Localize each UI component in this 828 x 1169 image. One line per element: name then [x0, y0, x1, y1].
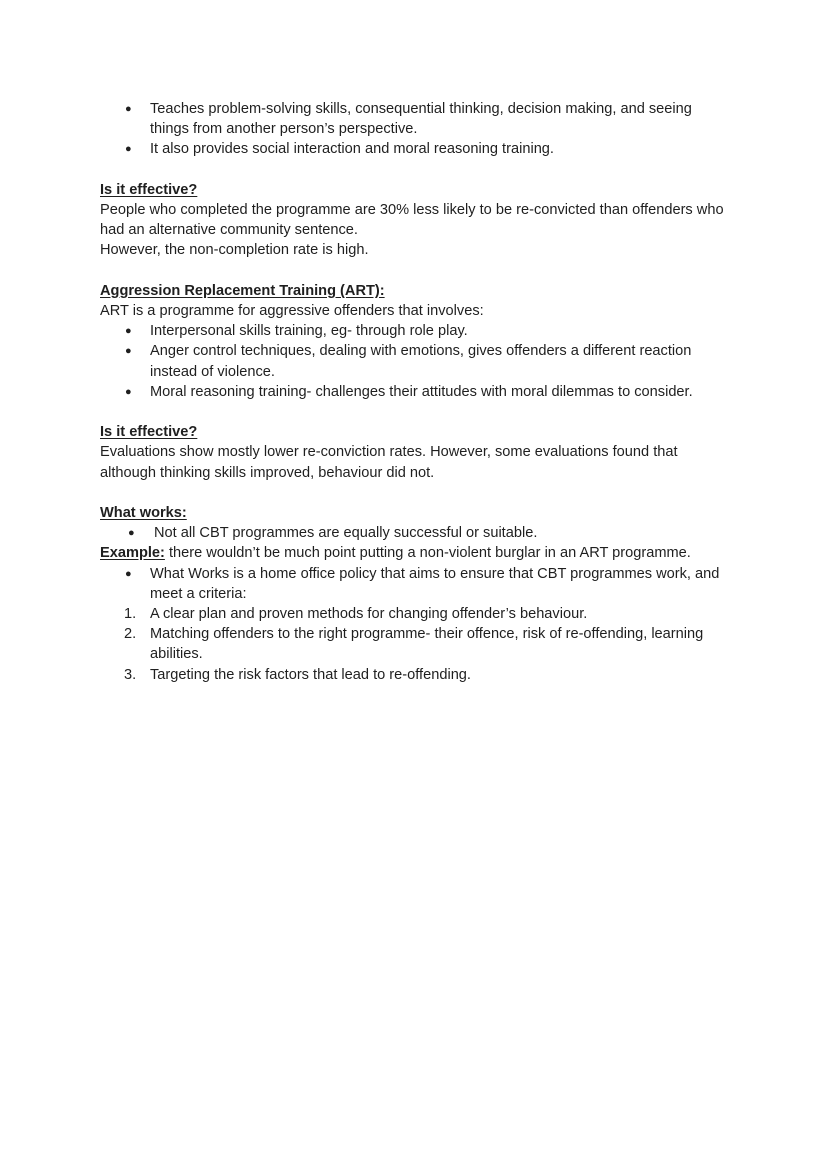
paragraph: However, the non-completion rate is high.: [100, 242, 369, 259]
numbered-item: [100, 624, 730, 664]
numbered-item: [100, 604, 730, 624]
intro-bullet-list: [100, 99, 730, 160]
art-bullet-list: [100, 321, 730, 402]
list-item: ● Moral reasoning training- challenges their attitudes with moral dilemmas to consider.: [100, 382, 730, 402]
list-item: ● Not all CBT programmes are equally successful or suitable.: [100, 523, 730, 543]
section-heading-what-works: What works:: [100, 505, 187, 521]
what-works-bullet-list-1: [100, 523, 730, 543]
section-heading-effective-1: Is it effective?: [100, 181, 198, 198]
section-heading-effective-2: Is it effective?: [100, 424, 198, 441]
section-heading-art: Aggression Replacement Training (ART):: [100, 282, 385, 299]
paragraph: People who completed the programme are 30% less likely to be re-convicted than offenders who had an alternative community sentence.: [100, 202, 724, 239]
item-number: 1.: [124, 606, 137, 623]
spacer: [100, 402, 730, 422]
spacer: [100, 483, 730, 503]
item-text: Matching offenders to the right programme- their offence, risk of re-offending, learning abilities.: [150, 626, 704, 663]
what-works-bullet-list-2: [100, 564, 730, 604]
paragraph: Evaluations show mostly lower re-conviction rates. However, some evaluations found that although thinking skills improved, behaviour did not.: [100, 444, 678, 481]
document-content: [100, 99, 730, 685]
spacer: [100, 160, 730, 180]
spacer: [100, 261, 730, 281]
example-paragraph: [100, 543, 730, 563]
list-item: ● Anger control techniques, dealing with emotions, gives offenders a different reaction instead of violence.: [100, 341, 730, 381]
item-number: 3.: [124, 666, 137, 683]
paragraph: ART is a programme for aggressive offenders that involves:: [100, 303, 484, 319]
criteria-numbered-list: [100, 604, 730, 685]
list-item: ● Interpersonal skills training, eg- through role play.: [100, 321, 730, 341]
list-item: ● What Works is a home office policy that aims to ensure that CBT programmes work, and meet a criteria:: [100, 564, 730, 604]
item-text: Targeting the risk factors that lead to re-offending.: [150, 666, 471, 683]
example-label: Example:: [100, 545, 165, 562]
item-text: A clear plan and proven methods for changing offender’s behaviour.: [150, 606, 588, 623]
list-item: ● Teaches problem-solving skills, consequential thinking, decision making, and seeing things from another person’s perspective.: [100, 99, 730, 139]
list-item: ● It also provides social interaction and moral reasoning training.: [100, 139, 730, 159]
item-number: 2.: [124, 626, 137, 643]
example-text: there wouldn’t be much point putting a non-violent burglar in an ART programme.: [164, 545, 691, 562]
numbered-item: [100, 665, 730, 685]
